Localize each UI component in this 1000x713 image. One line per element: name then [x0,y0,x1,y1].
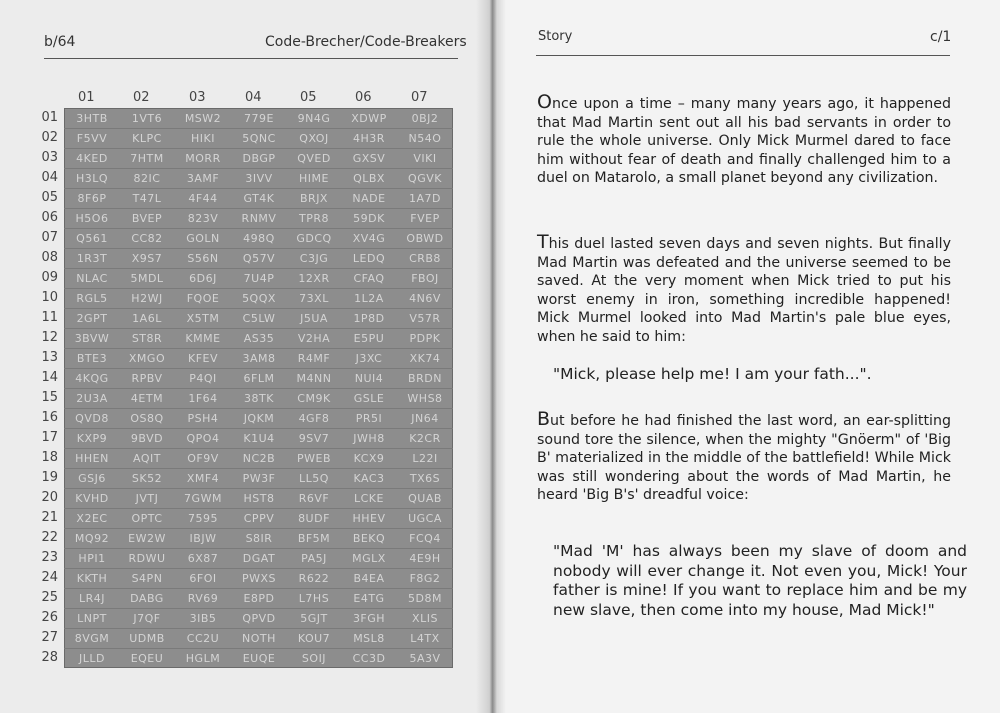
code-cell: E5PU [353,332,385,345]
code-cell: SK52 [131,472,163,485]
row-divider [64,228,453,229]
code-cell: 2GPT [76,312,108,325]
code-cell: QVED [297,152,331,165]
column-header: 07 [411,90,428,105]
code-cell: KAC3 [353,472,385,485]
code-cell: 823V [187,212,219,225]
code-cell: 38TK [244,392,274,405]
row-divider [64,268,453,269]
code-cell: TX6S [409,472,441,485]
code-cell: 8F6P [77,192,107,205]
code-cell: GXSV [352,152,386,165]
code-cell: R6VF [298,492,330,505]
row-divider [64,348,453,349]
code-cell: QPO4 [186,432,220,445]
code-cell: H3LQ [75,172,109,185]
code-cell: XDWP [351,112,387,125]
left-page-number: b/64 [44,34,76,50]
code-cell: 9SV7 [298,432,330,445]
code-cell: E8PD [243,592,275,605]
code-cell: F8G2 [409,572,441,585]
code-cell: AS35 [243,332,275,345]
code-cell: Q561 [76,232,108,245]
code-cell: QPVD [242,612,276,625]
code-cell: PR5I [355,412,383,425]
code-cell: 9N4G [297,112,331,125]
code-cell: GSJ6 [78,472,106,485]
code-cell: RPBV [131,372,163,385]
row-label: 25 [41,590,58,605]
row-label: 07 [41,230,58,245]
code-cell: UGCA [408,512,442,525]
row-label: 14 [41,370,58,385]
row-label: 28 [41,650,58,665]
row-label: 08 [41,250,58,265]
code-cell: OF9V [187,452,219,465]
code-cell: NADE [352,192,386,205]
code-cell: X5TM [186,312,220,325]
code-cell: L7HS [298,592,330,605]
row-divider [64,548,453,549]
code-cell: QLBX [353,172,385,185]
code-cell: IBJW [189,532,217,545]
code-cell: 3FGH [352,612,386,625]
code-cell: E4TG [353,592,385,605]
code-cell: DBGP [242,152,276,165]
code-cell: P4QI [189,372,217,385]
row-label: 23 [41,550,58,565]
code-cell: 3BVW [74,332,110,345]
left-header-rule [44,58,458,59]
code-cell: OPTC [131,512,163,525]
code-cell: 4ETM [130,392,164,405]
column-header: 02 [133,90,150,105]
code-cell: OBWD [406,232,444,245]
row-divider [64,288,453,289]
code-cell: CM9K [297,392,331,405]
code-cell: C3JG [299,252,329,265]
row-label: 18 [41,450,58,465]
code-cell: 4KQG [75,372,109,385]
story-paragraph-2 [537,233,951,346]
code-cell: FVEP [410,212,440,225]
code-cell: B4EA [353,572,385,585]
row-divider [64,528,453,529]
code-cell: 4KED [76,152,108,165]
code-cell: 1F64 [188,392,218,405]
drop-initial: O [537,91,552,113]
row-label: 02 [41,130,58,145]
code-cell: R622 [298,572,330,585]
code-cell: EQEU [130,652,164,665]
row-divider [64,328,453,329]
code-cell: CRB8 [409,252,441,265]
code-cell: 5GJT [300,612,328,625]
code-cell: 498Q [243,232,275,245]
row-divider [64,648,453,649]
code-cell: CPPV [243,512,275,525]
code-cell: HPI1 [78,552,106,565]
code-cell: KXP9 [76,432,108,445]
row-divider [64,568,453,569]
code-cell: S4PN [131,572,163,585]
code-cell: 7HTM [130,152,164,165]
code-cell: 1L2A [354,292,384,305]
code-cell: NC2B [242,452,276,465]
code-cell: BTE3 [76,352,108,365]
code-cell: XLIS [412,612,438,625]
code-cell: X9S7 [131,252,163,265]
code-cell: MSW2 [184,112,222,125]
code-cell: NLAC [76,272,108,285]
code-cell: 1R3T [76,252,108,265]
row-label: 15 [41,390,58,405]
code-cell: M4NN [296,372,332,385]
row-divider [64,208,453,209]
code-cell: 1VT6 [131,112,163,125]
code-cell: SOIJ [301,652,327,665]
row-label: 26 [41,610,58,625]
row-divider [64,188,453,189]
code-cell: EW2W [128,532,166,545]
code-cell: LEDQ [352,252,386,265]
code-cell: NOTH [242,632,276,645]
code-cell: KVHD [75,492,109,505]
row-label: 21 [41,510,58,525]
code-cell: V57R [409,312,441,325]
code-cell: GOLN [186,232,220,245]
code-cell: XV4G [352,232,386,245]
code-cell: 1A6L [132,312,162,325]
code-cell: PSH4 [187,412,219,425]
code-cell: FBOJ [411,272,439,285]
code-cell: F5VV [76,132,108,145]
code-cell: KMME [185,332,221,345]
paragraph-text: his duel lasted seven days and seven nights. But finally Mad Martin was defeated and the universe seemed to be saved. At the very moment when Mick tried to put his worst enemy in iron, something incredible happened! Mick Murmel looked into Mad Martin's pale blue eyes, when he said to him: [537,236,951,345]
row-divider [64,488,453,489]
row-label: 01 [41,110,58,125]
code-cell: NUI4 [354,372,384,385]
code-cell: H2WJ [131,292,163,305]
right-header-rule [536,55,950,56]
code-cell: PDPK [409,332,441,345]
code-cell: 3HTB [76,112,108,125]
row-label: 27 [41,630,58,645]
row-divider [64,148,453,149]
code-cell: OS8Q [130,412,164,425]
code-cell: X2EC [76,512,108,525]
code-cell: ST8R [131,332,163,345]
row-label: 10 [41,290,58,305]
paragraph-text: "Mad 'M' has always been my slave of doom and nobody will ever change it. Not even you, Mick! Your father is mine! If you want to replace him and be my new slave, then come into my house, Mad Mick!" [553,542,967,619]
right-page-number: c/1 [930,29,952,45]
code-cell: GDCQ [296,232,332,245]
code-cell: K2CR [409,432,441,445]
row-label: 24 [41,570,58,585]
code-cell: 4N6V [409,292,441,305]
row-label: 20 [41,490,58,505]
code-cell: PWXS [241,572,277,585]
row-divider [64,368,453,369]
row-label: 05 [41,190,58,205]
code-cell: CC82 [131,232,163,245]
code-cell: 4H3R [353,132,385,145]
code-cell: PW3F [242,472,276,485]
code-cell: 6D6J [189,272,217,285]
code-cell: QGVK [408,172,442,185]
story-quote-2 [537,542,967,620]
code-cell: 12XR [298,272,330,285]
code-cell: XMF4 [186,472,220,485]
column-header: 04 [245,90,262,105]
drop-initial: B [537,408,551,430]
code-cell: GSLE [353,392,385,405]
row-label: 09 [41,270,58,285]
code-cell: KOU7 [297,632,331,645]
code-cell: FQOE [186,292,220,305]
row-label: 13 [41,350,58,365]
code-cell: TPR8 [299,212,329,225]
code-cell: BRJX [300,192,328,205]
paragraph-text: "Mick, please help me! I am your fath...". [553,365,872,383]
column-header: 01 [78,90,95,105]
paragraph-text: ut before he had finished the last word, an ear-splitting sound tore the silence, when the mighty "Gnöerm" of 'Big B' materialized in the middle of the battlefield! While Mick was still wondering about the words of Mad Martin, he heard 'Big B's' dreadful voice: [537,413,951,503]
code-cell: BVEP [131,212,163,225]
row-divider [64,168,453,169]
code-cell: 7U4P [243,272,275,285]
story-quote-1 [537,365,967,384]
code-cell: 6FLM [243,372,275,385]
code-cell: MQ92 [74,532,110,545]
code-cell: LL5Q [299,472,329,485]
code-cell: CC2U [186,632,220,645]
row-label: 22 [41,530,58,545]
row-label: 11 [41,310,58,325]
code-cell: JWH8 [353,432,385,445]
code-cell: R4MF [297,352,331,365]
code-cell: J5UA [300,312,328,325]
code-cell: V2HA [297,332,331,345]
code-cell: KCX9 [353,452,385,465]
row-label: 04 [41,170,58,185]
code-cell: LCKE [354,492,384,505]
column-header: 03 [189,90,206,105]
code-cell: 7595 [188,512,218,525]
code-cell: 5QNC [242,132,276,145]
code-cell: JVTJ [135,492,159,505]
code-cell: 4E9H [409,552,441,565]
code-cell: BEKQ [352,532,386,545]
row-label: 16 [41,410,58,425]
right-section-title: Story [538,29,573,44]
left-page-title: Code-Brecher/Code-Breakers [265,34,467,50]
code-cell: N54O [408,132,442,145]
row-label: 17 [41,430,58,445]
code-cell: JQKM [243,412,275,425]
code-cell: PA5J [301,552,327,565]
code-cell: KLPC [132,132,162,145]
code-cell: BF5M [297,532,331,545]
code-cell: VIKI [413,152,437,165]
row-divider [64,428,453,429]
row-divider [64,508,453,509]
code-cell: 8VGM [74,632,110,645]
code-cell: HHEV [352,512,386,525]
row-divider [64,608,453,609]
code-cell: 6FOI [189,572,217,585]
row-divider [64,588,453,589]
code-cell: HIME [299,172,329,185]
paragraph-text: nce upon a time – many many years ago, it happened that Mad Martin sent out all his bad servants in order to rule the whole universe. Only Mick Murmel dared to face him without fear of death and finally challenged him to a duel on Matarolo, a small planet beyond any civilization. [537,96,951,186]
code-cell: HGLM [185,652,221,665]
code-cell: JN64 [411,412,439,425]
code-cell: 4GF8 [298,412,330,425]
drop-initial: T [537,231,549,253]
code-cell: 1A7D [409,192,441,205]
code-cell: 73XL [299,292,329,305]
row-label: 03 [41,150,58,165]
code-cell: MORR [185,152,221,165]
code-cell: 7GWM [184,492,222,505]
code-cell: 3IB5 [189,612,217,625]
code-cell: L4TX [410,632,440,645]
row-label: 12 [41,330,58,345]
code-cell: 5MDL [130,272,164,285]
code-cell: MSL8 [353,632,385,645]
code-cell: 9BVD [130,432,164,445]
code-cell: LR4J [78,592,105,605]
story-paragraph-1 [537,93,951,188]
code-cell: BRDN [408,372,442,385]
code-cell: PWEB [296,452,331,465]
code-cell: UDMB [129,632,165,645]
row-divider [64,448,453,449]
code-cell: RV69 [187,592,219,605]
code-cell: WHS8 [407,392,443,405]
code-cell: H5O6 [75,212,109,225]
row-divider [64,408,453,409]
code-cell: QVD8 [75,412,109,425]
code-cell: HIKI [191,132,215,145]
code-cell: K1U4 [243,432,275,445]
code-cell: EUQE [242,652,276,665]
code-cell: S8IR [245,532,273,545]
code-cell: 5D8M [408,592,442,605]
code-cell: S56N [187,252,219,265]
code-cell: 82IC [133,172,161,185]
code-cell: FCQ4 [409,532,441,545]
code-cell: 8UDF [298,512,330,525]
code-cell: QXOJ [299,132,329,145]
column-header: 05 [300,90,317,105]
code-cell: HST8 [243,492,275,505]
code-cell: 5A3V [409,652,441,665]
code-cell: RNMV [241,212,277,225]
code-cell: KFEV [187,352,218,365]
code-cell: 3IVV [245,172,273,185]
code-cell: Q57V [242,252,276,265]
code-cell: T47L [132,192,162,205]
code-cell: L22I [412,452,438,465]
row-divider [64,628,453,629]
code-cell: MGLX [352,552,386,565]
code-cell: DGAT [242,552,276,565]
code-cell: XMGO [128,352,166,365]
book-gutter [476,0,506,713]
code-cell: CFAQ [353,272,385,285]
code-cell: RDWU [128,552,166,565]
code-cell: KKTH [76,572,108,585]
code-cell: 2U3A [76,392,108,405]
code-cell: RGL5 [76,292,108,305]
code-cell: AQIT [133,452,161,465]
code-cell: 779E [244,112,274,125]
code-cell: C5LW [242,312,276,325]
code-cell: 3AMF [186,172,220,185]
code-cell: LNPT [77,612,107,625]
code-cell: J3XC [355,352,383,365]
code-cell: 4F44 [188,192,218,205]
row-divider [64,388,453,389]
code-cell: CC3D [352,652,386,665]
code-cell: DABG [130,592,164,605]
code-cell: J7QF [133,612,161,625]
row-divider [64,468,453,469]
code-cell: 6X87 [187,552,219,565]
code-cell: 0BJ2 [411,112,439,125]
row-label: 06 [41,210,58,225]
code-cell: QUAB [408,492,442,505]
code-cell: 5QQX [242,292,276,305]
story-paragraph-3 [537,410,951,505]
code-cell: GT4K [243,192,275,205]
code-cell: JLLD [79,652,105,665]
code-cell: 1P8D [353,312,385,325]
row-label: 19 [41,470,58,485]
row-divider [64,128,453,129]
row-divider [64,308,453,309]
code-cell: XK74 [409,352,441,365]
row-divider [64,248,453,249]
code-cell: HHEN [75,452,109,465]
code-cell: 59DK [353,212,385,225]
code-cell: 3AM8 [242,352,276,365]
column-header: 06 [355,90,372,105]
